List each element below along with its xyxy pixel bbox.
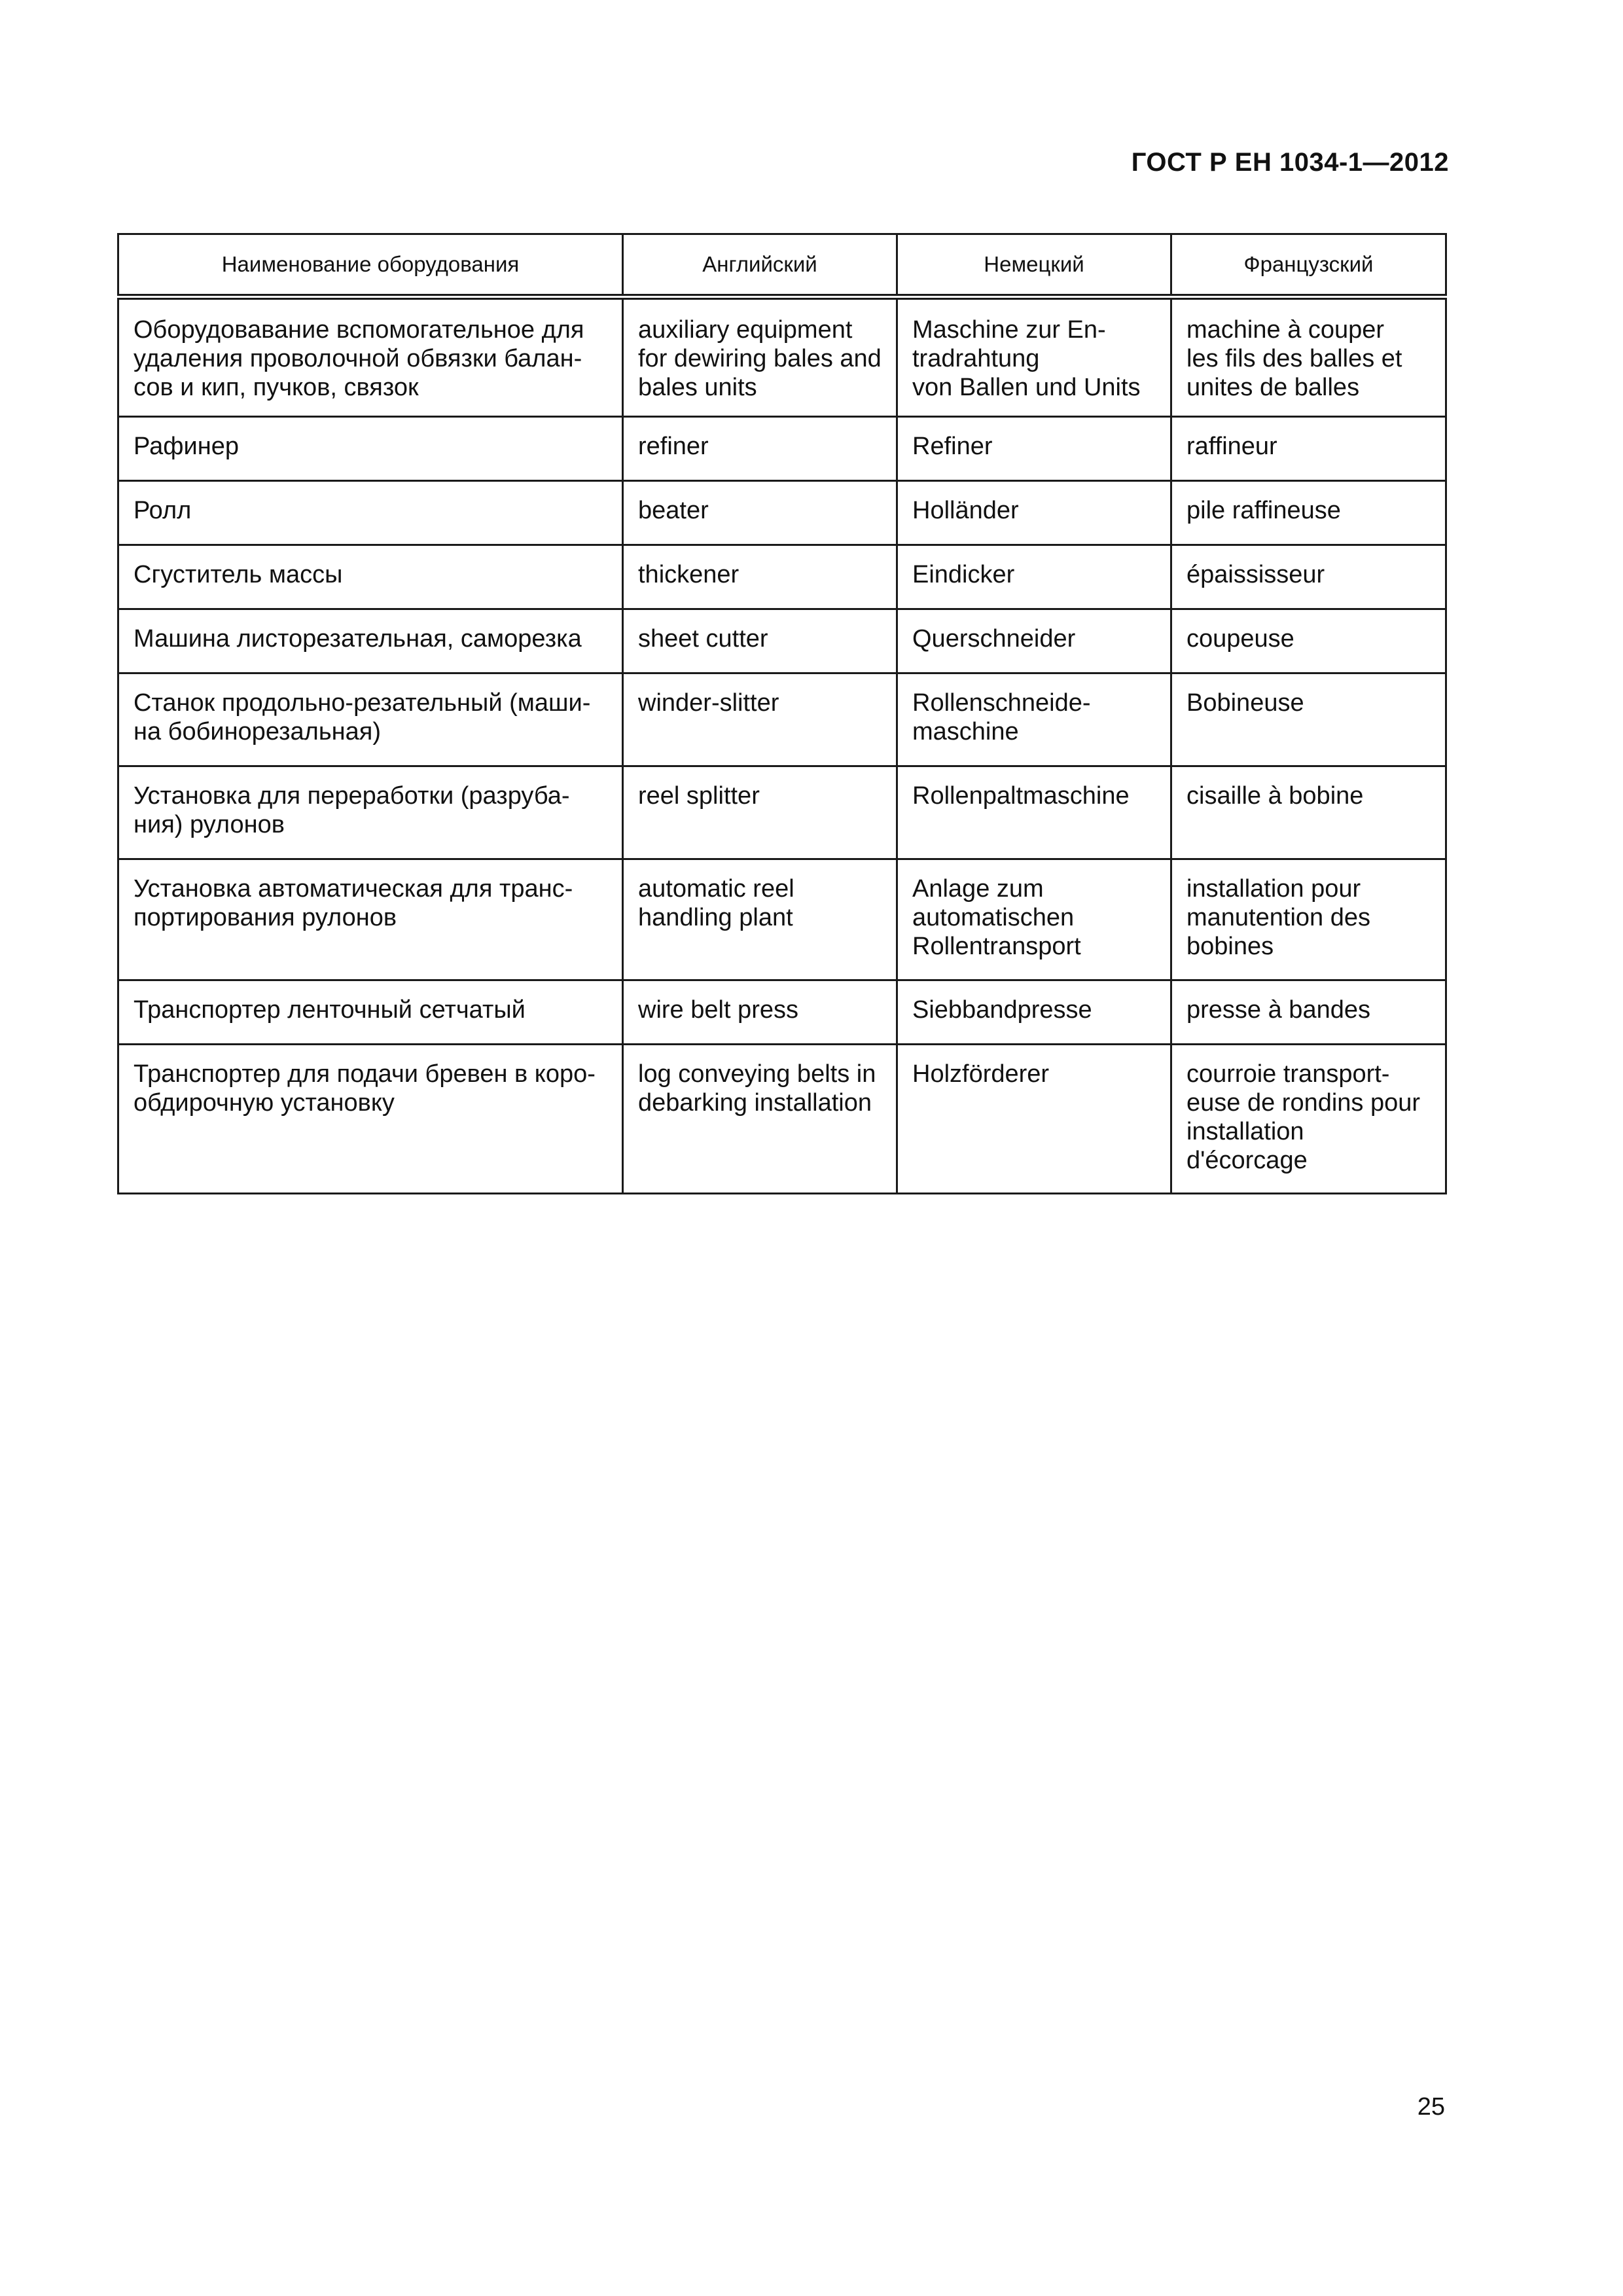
cell-text: cisaille à bobine: [1186, 782, 1364, 810]
cell-french: [1171, 980, 1446, 1045]
document-id: ГОСТ Р ЕН 1034-1—2012: [1131, 148, 1449, 177]
cell-text: thickener: [638, 561, 740, 588]
cell-text: log conveying belts in debarking installation: [638, 1060, 876, 1117]
cell-text: Машина листорезательная, саморезка: [134, 625, 582, 653]
column-header-german: Немецкий: [897, 234, 1171, 297]
table-row: [118, 545, 1446, 609]
cell-text: Holländer: [912, 497, 1019, 524]
cell-french: [1171, 673, 1446, 766]
cell-german: [897, 859, 1171, 980]
cell-german: [897, 1045, 1171, 1194]
cell-text: automatic reel handling plant: [638, 875, 794, 931]
cell-text: Rollenschneide- maschine: [912, 689, 1091, 745]
cell-text: Rollenpaltmaschine: [912, 782, 1130, 810]
cell-text: Сгуститель массы: [134, 561, 343, 588]
cell-french: [1171, 481, 1446, 545]
cell-text: installation pour manutention des bobines: [1186, 875, 1370, 960]
equipment-terms-table: [117, 233, 1447, 1194]
cell-text: Siebbandpresse: [912, 996, 1092, 1024]
cell-french: [1171, 609, 1446, 673]
cell-german: [897, 980, 1171, 1045]
table-row: [118, 609, 1446, 673]
table-row: [118, 297, 1446, 417]
cell-text: courroie transport- euse de rondins pour installation d'écorcage: [1186, 1060, 1421, 1174]
cell-text: sheet cutter: [638, 625, 768, 653]
cell-german: [897, 609, 1171, 673]
cell-text: beater: [638, 497, 709, 524]
cell-text: wire belt press: [638, 996, 798, 1024]
cell-french: [1171, 297, 1446, 417]
cell-text: Refiner: [912, 433, 993, 460]
table-row: [118, 481, 1446, 545]
cell-text: winder-slitter: [638, 689, 779, 717]
cell-name: [118, 545, 623, 609]
cell-english: [623, 859, 897, 980]
cell-french: [1171, 1045, 1446, 1194]
cell-name: [118, 859, 623, 980]
cell-name: [118, 417, 623, 481]
cell-german: [897, 297, 1171, 417]
cell-text: machine à couper les fils des balles et unites de balles: [1186, 316, 1402, 401]
header-row: [118, 234, 1446, 297]
cell-text: auxiliary equipment for dewiring bales and bales units: [638, 316, 882, 401]
table-row: [118, 859, 1446, 980]
cell-german: [897, 766, 1171, 859]
cell-text: Оборудовавание вспомогательное для удаления проволочной обвязки балан- сов и кип, пучков, связок: [134, 316, 584, 401]
cell-name: [118, 481, 623, 545]
column-header-french: Французский: [1171, 234, 1446, 297]
cell-text: Anlage zum automatischen Rollentransport: [912, 875, 1081, 960]
cell-french: [1171, 859, 1446, 980]
cell-name: [118, 1045, 623, 1194]
table-row: [118, 417, 1446, 481]
cell-french: [1171, 545, 1446, 609]
cell-german: [897, 417, 1171, 481]
cell-text: raffineur: [1186, 433, 1277, 460]
cell-english: [623, 766, 897, 859]
cell-text: Транспортер ленточный сетчатый: [134, 996, 526, 1024]
table-row: [118, 766, 1446, 859]
table-header: [118, 234, 1446, 297]
cell-german: [897, 481, 1171, 545]
cell-english: [623, 481, 897, 545]
cell-text: pile raffineuse: [1186, 497, 1341, 524]
cell-text: Станок продольно-резательный (маши- на бобинорезальная): [134, 689, 591, 745]
cell-english: [623, 545, 897, 609]
cell-name: [118, 673, 623, 766]
cell-german: [897, 673, 1171, 766]
cell-english: [623, 1045, 897, 1194]
cell-german: [897, 545, 1171, 609]
cell-text: Querschneider: [912, 625, 1076, 653]
cell-text: épaississeur: [1186, 561, 1325, 588]
cell-name: [118, 766, 623, 859]
cell-french: [1171, 766, 1446, 859]
cell-name: [118, 980, 623, 1045]
cell-text: Ролл: [134, 497, 192, 524]
cell-text: refiner: [638, 433, 709, 460]
cell-text: Транспортер для подачи бревен в коро- обдирочную установку: [134, 1060, 596, 1117]
table-row: [118, 980, 1446, 1045]
cell-english: [623, 417, 897, 481]
table-row: [118, 673, 1446, 766]
cell-french: [1171, 417, 1446, 481]
cell-text: presse à bandes: [1186, 996, 1370, 1024]
cell-english: [623, 980, 897, 1045]
cell-english: [623, 609, 897, 673]
table-body: [118, 297, 1446, 1194]
cell-name: [118, 297, 623, 417]
cell-text: Eindicker: [912, 561, 1015, 588]
cell-text: Bobineuse: [1186, 689, 1304, 717]
column-header-english: Английский: [623, 234, 897, 297]
cell-english: [623, 673, 897, 766]
cell-name: [118, 609, 623, 673]
cell-text: Рафинер: [134, 433, 239, 460]
cell-english: [623, 297, 897, 417]
column-header-name: Наименование оборудования: [118, 234, 623, 297]
page-number: 25: [1417, 2093, 1445, 2121]
cell-text: Holzförderer: [912, 1060, 1050, 1088]
cell-text: Установка автоматическая для транс- портирования рулонов: [134, 875, 573, 931]
table-row: [118, 1045, 1446, 1194]
cell-text: Maschine zur En- tradrahtung von Ballen und Units: [912, 316, 1141, 401]
cell-text: coupeuse: [1186, 625, 1294, 653]
cell-text: reel splitter: [638, 782, 760, 810]
cell-text: Установка для переработки (разруба- ния) рулонов: [134, 782, 570, 838]
